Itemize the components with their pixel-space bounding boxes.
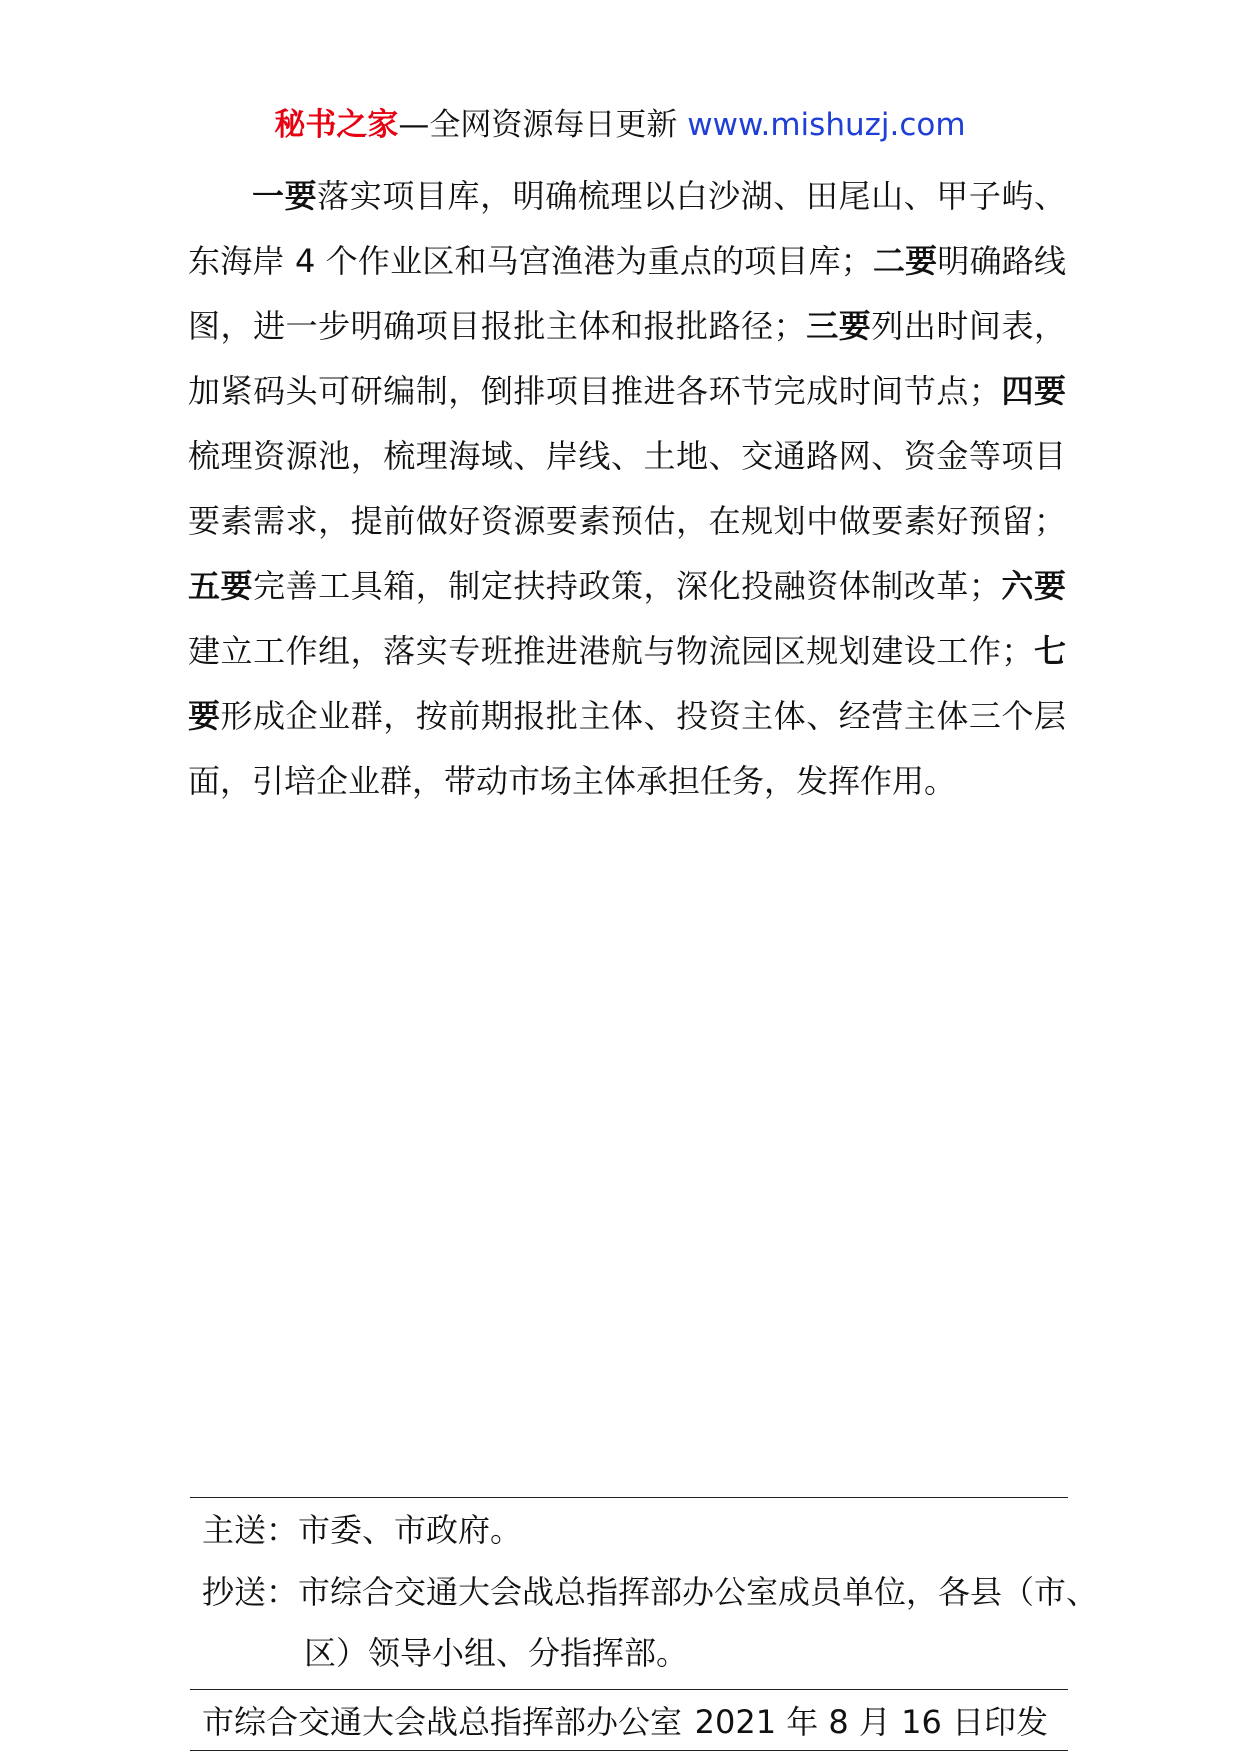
item-keyword: 三要 <box>805 307 872 345</box>
item-keyword: 五要 <box>188 567 254 605</box>
item-text: 明确路线图，进一步明确项目报批主体和报批路径； <box>188 242 1066 345</box>
site-url: www.mishuzj.com <box>687 107 966 143</box>
item-keyword: 四要 <box>1000 372 1066 410</box>
item-text: 形成企业群，按前期报批主体、投资主体、经营主体三个层面，引培企业群，带动市场主体承担任务，发挥作用。 <box>188 697 1066 800</box>
item-text: 梳理资源池，梳理海域、岸线、土地、交通路网、资金等项目要素需求，提前做好资源要素预估，在规划中做要素好预留； <box>188 437 1066 540</box>
issue-line <box>202 1700 1048 1744</box>
item-keyword: 一要 <box>252 177 318 215</box>
issuer-name: 市综合交通大会战总指挥部办公室 <box>202 1703 683 1741</box>
footer-divider-middle <box>190 1689 1068 1690</box>
item-keyword: 六要 <box>1000 567 1066 605</box>
main-send-line: 主送：市委、市政府。 <box>202 1511 523 1549</box>
item-keyword: 七要 <box>188 632 1066 735</box>
brand-name: 秘书之家 <box>274 107 399 143</box>
copy-send-line: 抄送：市综合交通大会战总指挥部办公室成员单位，各县（市、 <box>202 1573 1099 1611</box>
footer-divider-top <box>190 1497 1068 1498</box>
item-text: 完善工具箱，制定扶持政策，深化投融资体制改革； <box>253 567 1001 605</box>
item-text: 建立工作组，落实专班推进港航与物流园区规划建设工作； <box>188 632 1034 670</box>
page-header <box>0 103 1240 147</box>
footer-divider-bottom <box>190 1750 1068 1751</box>
document-body <box>188 164 1066 814</box>
item-keyword: 二要 <box>872 242 938 280</box>
copy-send-line-continued: 区）领导小组、分指挥部。 <box>304 1634 689 1672</box>
item-text: 列出时间表，加紧码头可研编制，倒排项目推进各环节完成时间节点； <box>188 307 1066 410</box>
header-slogan: —全网资源每日更新 <box>398 107 678 143</box>
issue-date: 2021 年 8 月 16 日印发 <box>694 1703 1048 1741</box>
item-text: 落实项目库，明确梳理以白沙湖、田尾山、甲子屿、东海岸 4 个作业区和马宫渔港为重点的项目库； <box>188 177 1066 280</box>
